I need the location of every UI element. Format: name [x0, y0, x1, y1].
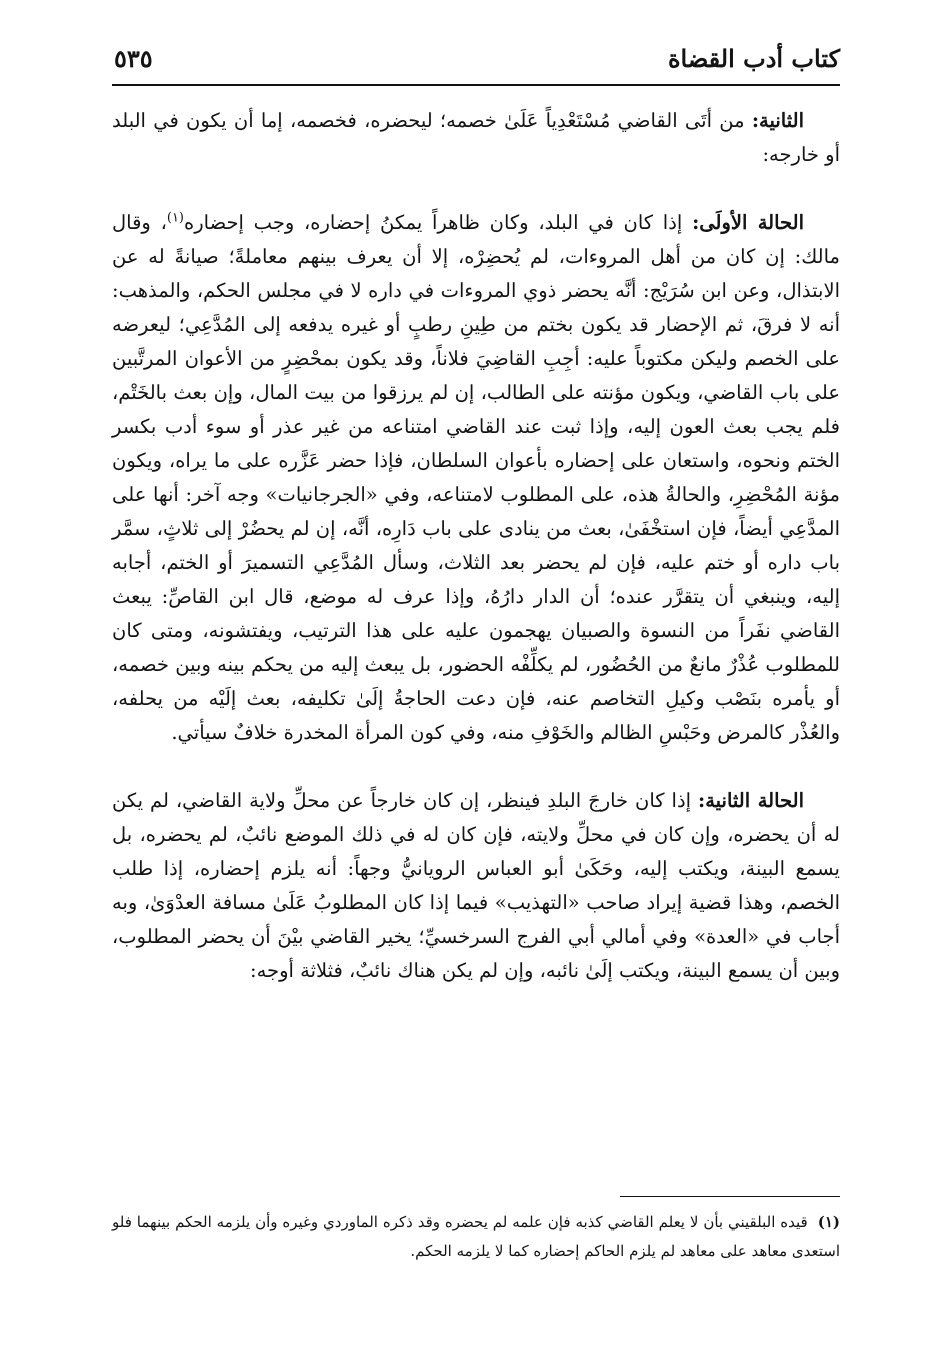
page-header — [112, 40, 840, 86]
footnote-text: قيده البلقيني بأن لا يعلم القاضي كذبه فإن علمه لم يحضره وقد ذكره الماوردي وغيره وأن يلزمه الحكم بينهما فلو استعدى معاهد على معاهد لم يلزم الحاكم إحضاره كما لا يلزمه الحكم. — [112, 1213, 840, 1260]
paragraph-case-two — [112, 784, 840, 988]
footnote-divider — [620, 1196, 840, 1197]
case-two-heading: الحالة الثانية: — [698, 789, 804, 812]
page-number: ٥٣٥ — [114, 44, 153, 73]
footnote — [112, 1208, 840, 1266]
issue-heading: الثانية: — [751, 109, 804, 132]
issue-text: من أتَى القاضي مُسْتَعْدِياً عَلَىٰ خصمه؛ ليحضره، فخصمه، إما أن يكون في البلد أو خارجه: — [112, 109, 840, 166]
running-title: كتاب أدب القضاة — [667, 44, 840, 73]
footnote-marker: (١) — [817, 1213, 840, 1231]
case-one-text-start: إذا كان في البلد، وكان ظاهراً يمكنُ إحضاره، وجب إحضاره — [184, 211, 683, 234]
case-one-heading: الحالة الأولَى: — [692, 211, 805, 234]
case-one-text-rest: ، وقال مالك: إن كان من أهل المروءات، لم يُحضِرْه، إلا أن يعرف بينهم معاملةً؛ صيانةً له عن الابتذال، وعن ابن سُرَيْج: أنَّه يحضر ذوي المروءات في داره لا في مجلس الحكم، والمذهب: أنه لا فرقَ، ثم الإحضار قد يكون بختم من طِينِ رطبٍ أو غيره يدفعه إلى المُدَّعِي؛ ليعرضه على الخصم وليكن مكتوباً عليه: أجِبِ القاضِيَ فلاناً، وقد يكون بمحْضِرٍ من الأعوان المرتَّبين على باب القاضي، ويكون مؤنته على الطالب، إن لم يرزقوا من بيت المال، وإن بعث بالخَتْم، فلم يجب بعث العون إليه، وإذا ثبت عند القاضي امتناعه من غير عذر أو سوء أدب بكسر الختم ونحوه، واستعان على إحضاره بأعوان السلطان، فإذا حضر عَزَّره على ما يراه، ويكون مؤنة المُحْضِرِ، والحالةُ هذه، على المطلوب لامتناعه، وفي «الجرجانيات» وجه آخر: أنها على المدَّعِي أيضاً، فإن استخْفَىٰ، بعث من ينادى على باب دَارِه، أنَّه، إن لم يحضُرْ إلى ثلاثٍ، سمَّر باب داره أو ختم عليه، فإن لم يحضر بعد الثلاث، وسأل المُدَّعِي التسميرَ أو الختم، أجابه إليه، وينبغي أن يتقرَّر عنده؛ أن الدار دارُهُ، وإذا عرف له موضع، قال ابن القاصِّ: يبعث القاضي نفَراً من النسوة والصبيان يهجمون عليه على هذا الترتيب، ويفتشونه، ومتى كان للمطلوب عُذْرٌ مانعٌ من الحُضُور، لم يكلِّفْه الحضور، بل يبعث إليه من يحكم بينه وبين خصمه، أو يأمره بنَصْب وكيلِ التخاصم عنه، فإن دعت الحاجةُ إلَىٰ تكليفه، بعث إلَيْه من يحلفه، والعُذْر كالمرض وحَبْسِ الظالم والخَوْفِ منه، وفي كون المرأة المخدرة خلافٌ سيأتي. — [112, 211, 840, 744]
paragraph-case-one — [112, 206, 840, 750]
paragraph-second-issue — [112, 104, 840, 172]
case-two-text: إذا كان خارجَ البلدِ فينظر، إن كان خارجاً عن محلِّ ولاية القاضي، لم يكن له أن يحضره، وإن كان في محلِّ ولايته، فإن كان له في ذلك الموضع نائبٌ، لم يحضره، بل يسمع البينة، ويكتب إليه، وحَكَىٰ أبو العباس الرويانيُّ وجهاً: أنه يلزم إحضاره، إذا طلب الخصم، وهذا قضية إيراد صاحب «التهذيب» فيما إذا كان المطلوبُ عَلَىٰ مسافة العدْوَىٰ، وبه أجاب في «العدة» وفي أمالي أبي الفرج السرخسيِّ؛ يخير القاضي بيْنَ أن يحضر المطلوب، وبين أن يسمع البينة، ويكتب إلَىٰ نائبه، وإن لم يكن هناك نائبٌ، فثلاثة أوجه: — [112, 789, 840, 982]
main-text — [112, 104, 840, 988]
footnote-reference: (١) — [166, 210, 184, 226]
